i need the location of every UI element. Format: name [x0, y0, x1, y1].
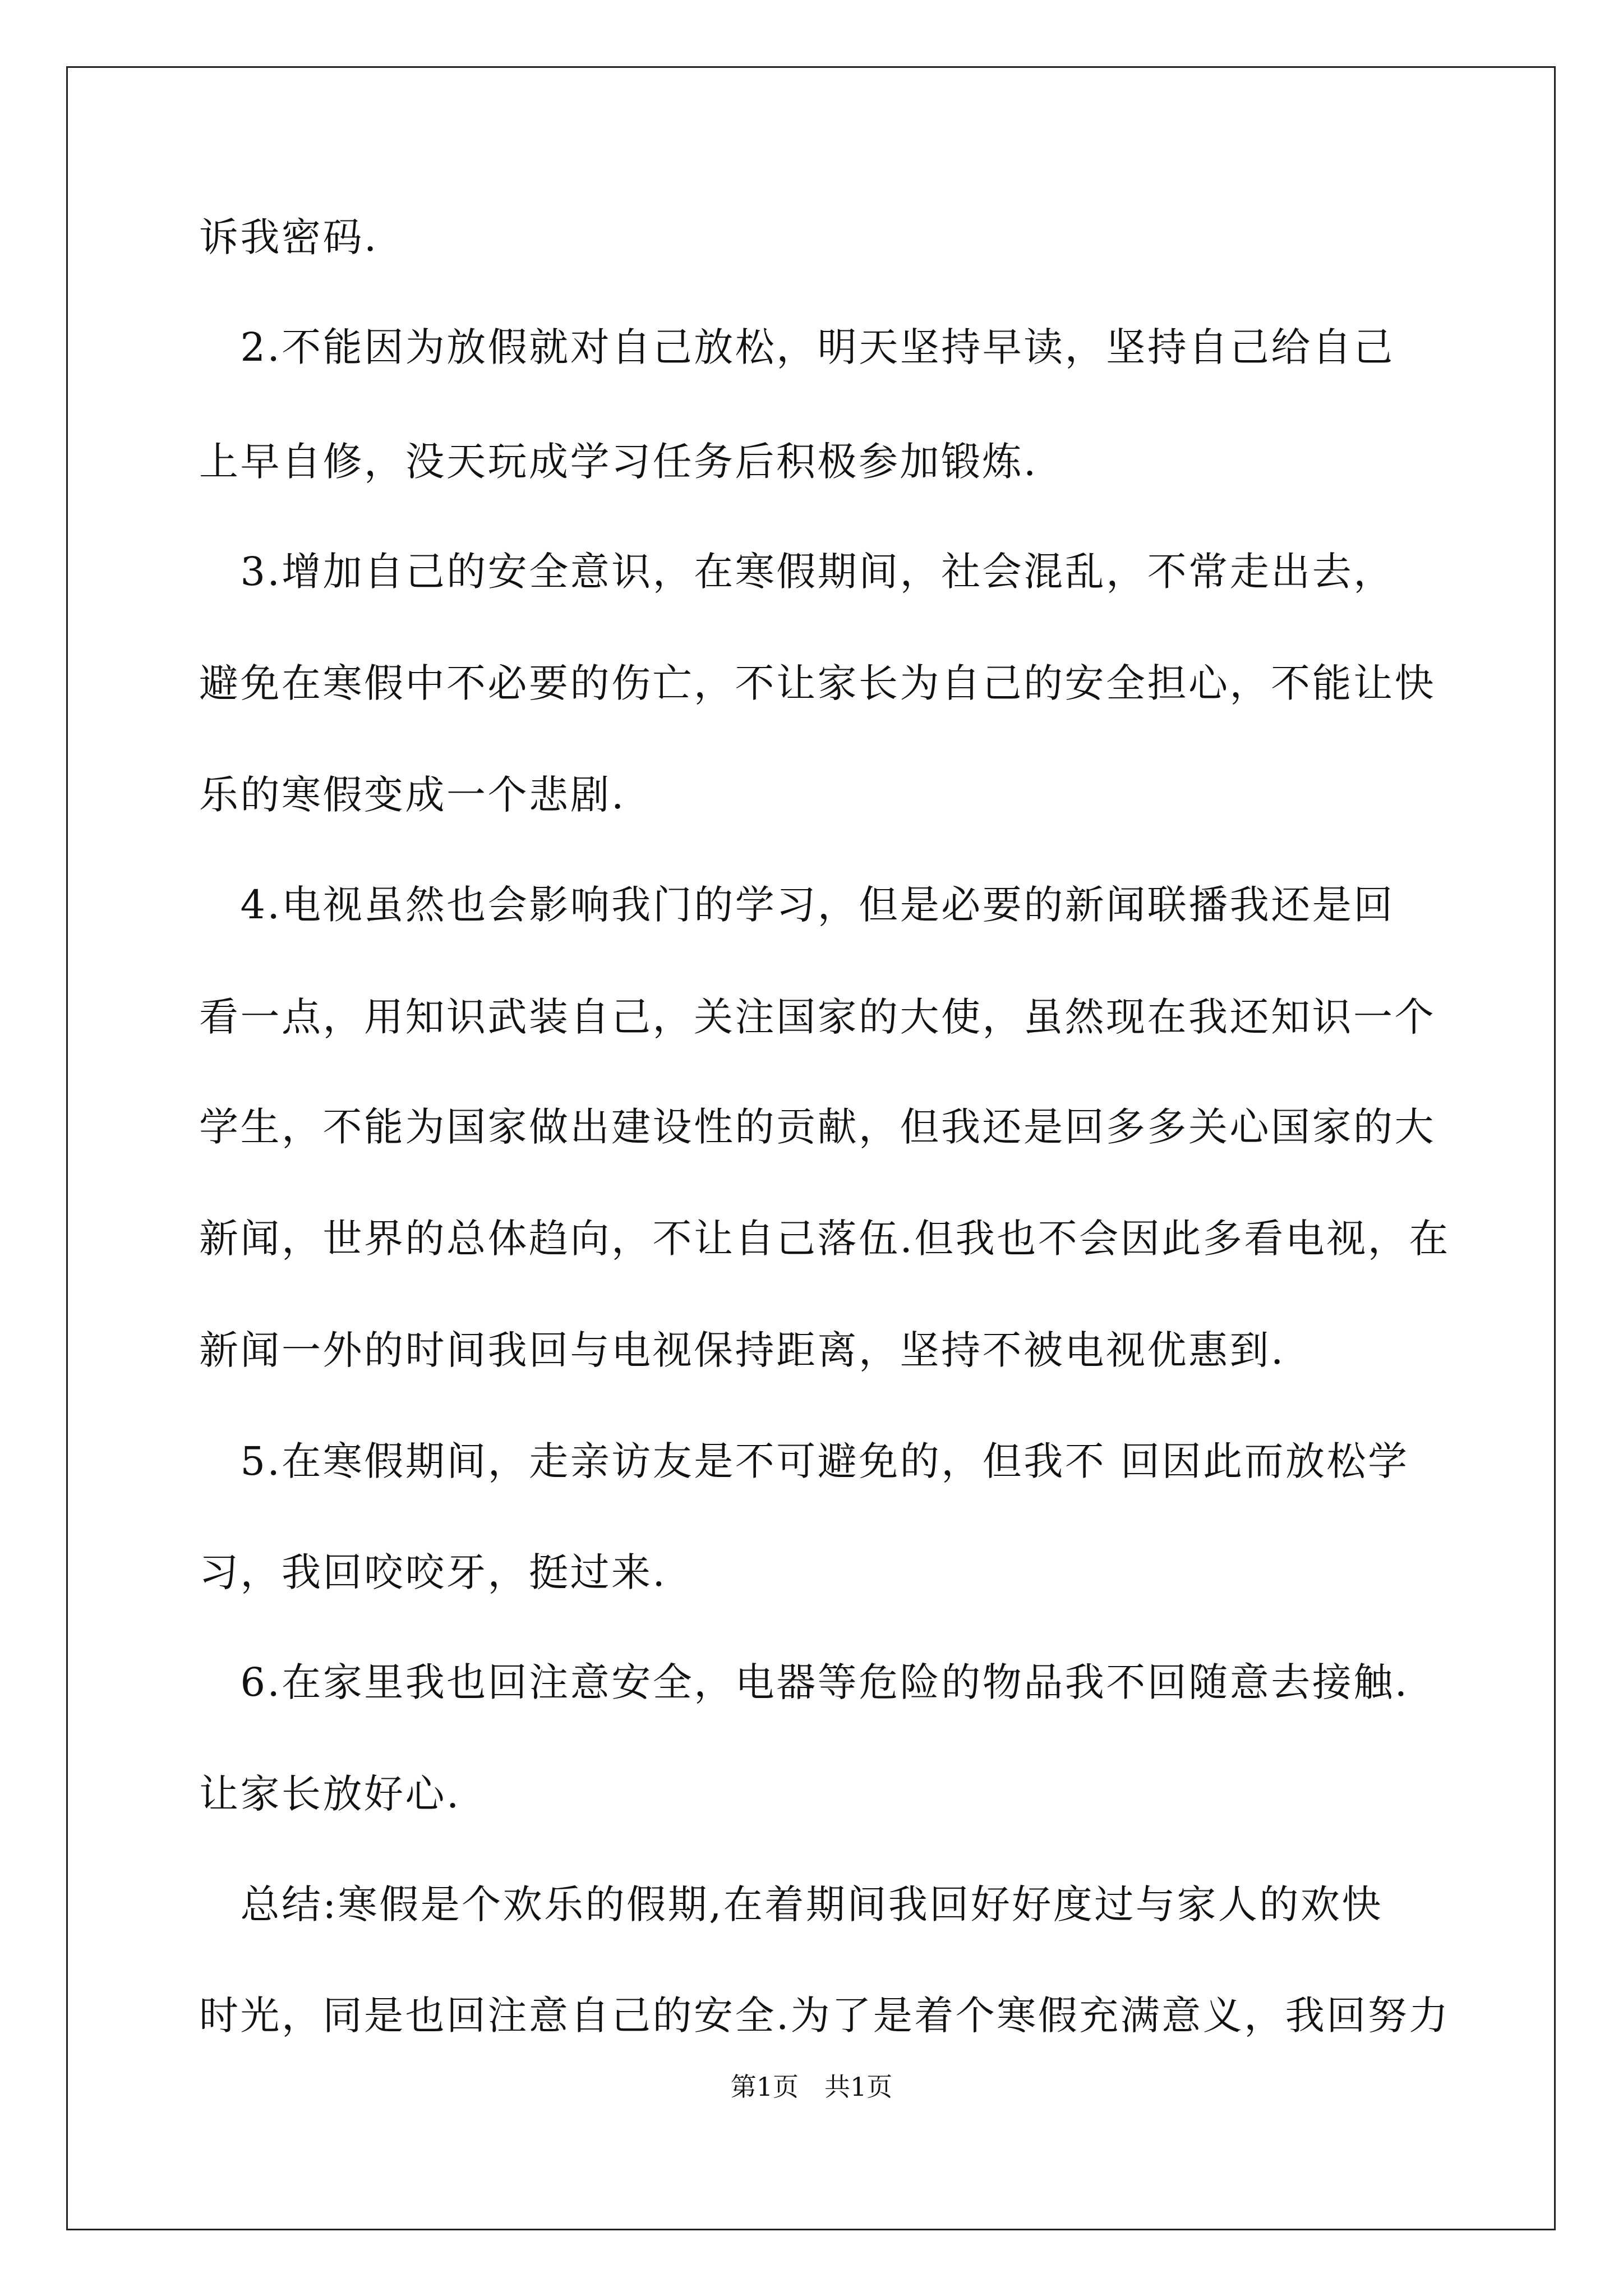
- text-line: 习，我回咬咬牙，挺过来.: [199, 1549, 667, 1595]
- text-line: 2.不能因为放假就对自己放松，明天坚持早读，坚持自己给自己: [199, 324, 1395, 370]
- text-line: 上早自修，没天玩成学习任务后积极参加锻炼.: [199, 439, 1038, 485]
- text-line: 乐的寒假变成一个悲剧.: [199, 772, 626, 818]
- text-line: 总结:寒假是个欢乐的假期,在着期间我回好好度过与家人的欢快: [199, 1881, 1383, 1927]
- text-line: 新闻一外的时间我回与电视保持距离，坚持不被电视优惠到.: [199, 1327, 1285, 1373]
- text-line: 4.电视虽然也会影响我门的学习，但是必要的新闻联播我还是回: [199, 882, 1395, 928]
- text-line: 看一点，用知识武装自己，关注国家的大使，虽然现在我还知识一个: [199, 994, 1436, 1040]
- text-line: 让家长放好心.: [199, 1771, 461, 1817]
- page-footer: 第1页 共1页: [730, 2072, 893, 2102]
- text-line: 3.增加自己的安全意识，在寒假期间，社会混乱，不常走出去，: [199, 549, 1395, 595]
- text-line: 时光，同是也回注意自己的安全.为了是着个寒假充满意义，我回努力: [199, 1993, 1450, 2039]
- text-line: 5.在寒假期间，走亲访友是不可避免的，但我不 回因此而放松学: [199, 1438, 1409, 1484]
- text-line: 避免在寒假中不必要的伤亡，不让家长为自己的安全担心，不能让快: [199, 660, 1436, 706]
- text-line: 学生，不能为国家做出建设性的贡献，但我还是回多多关心国家的大: [199, 1104, 1436, 1150]
- text-line: 新闻，世界的总体趋向，不让自己落伍.但我也不会因此多看电视，在: [199, 1216, 1450, 1262]
- text-line: 诉我密码.: [199, 214, 379, 260]
- text-line: 6.在家里我也回注意安全，电器等危险的物品我不回随意去接触.: [199, 1659, 1409, 1705]
